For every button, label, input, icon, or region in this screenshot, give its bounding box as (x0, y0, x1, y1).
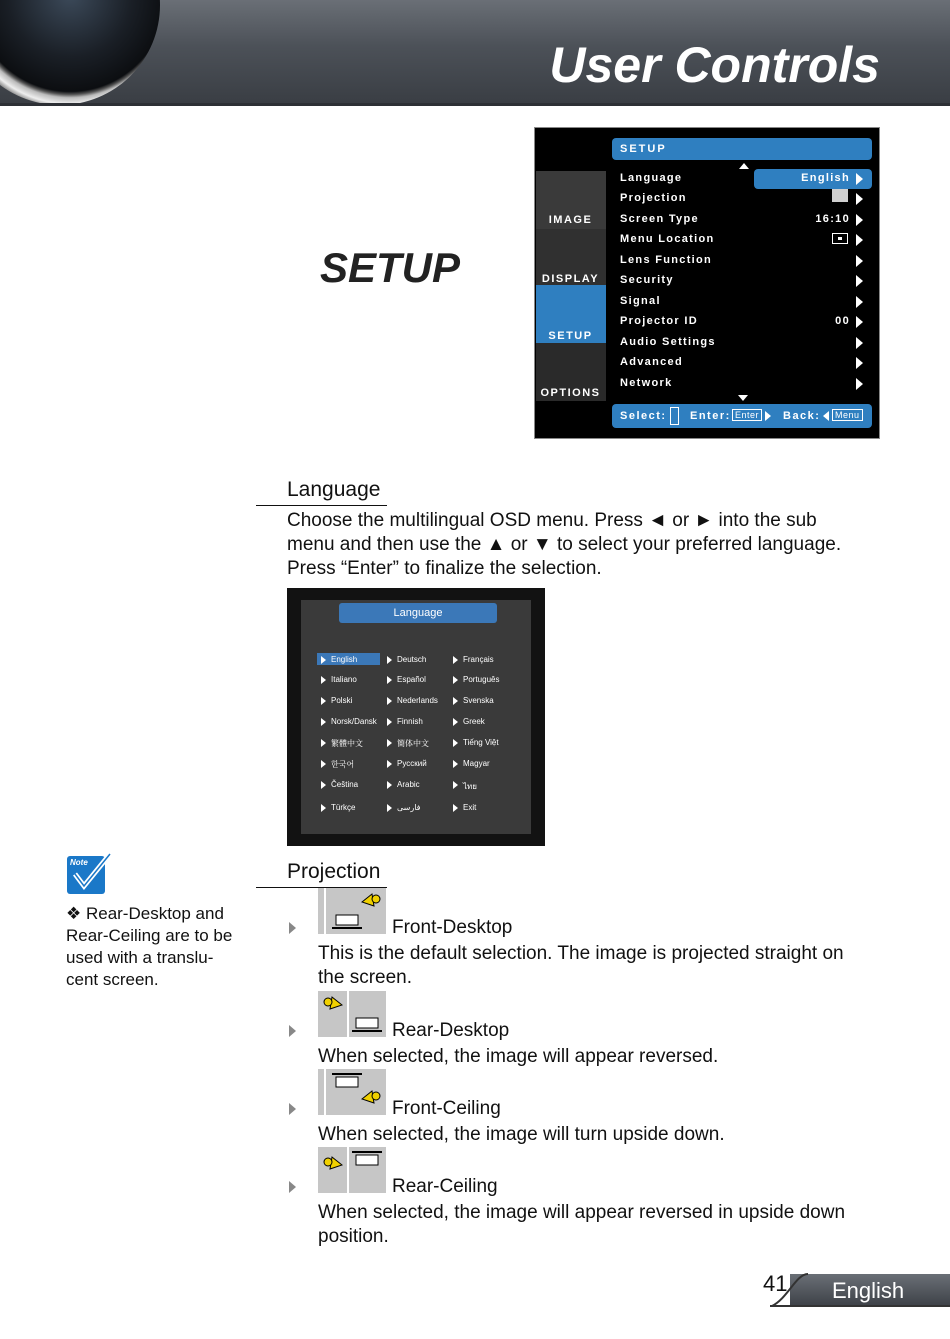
language-option[interactable]: 한국어 (331, 760, 355, 769)
osd-footer-bar (612, 404, 872, 428)
osd-row-label: Advanced (620, 356, 683, 368)
osd-row-label: Signal (620, 295, 661, 307)
language-option[interactable]: Polski (331, 696, 353, 705)
osd-row-label: Language (620, 172, 683, 184)
osd-row-label: Menu Location (620, 233, 715, 245)
heading-underline (256, 505, 387, 506)
language-option[interactable]: Svenska (463, 696, 494, 705)
osd-row-projection[interactable] (620, 189, 870, 209)
projection-desc-line: When selected, the image will turn upside down. (318, 1124, 725, 1145)
language-submenu-title: Language (339, 603, 497, 623)
osd-row-value: 00 (835, 315, 850, 327)
language-option[interactable]: 簡体中文 (397, 739, 429, 748)
language-option[interactable]: Italiano (331, 675, 357, 684)
osd-row-label: Projector ID (620, 315, 698, 327)
enter-arrow-icon (765, 411, 771, 421)
projection-desc-line: When selected, the image will appear reversed. (318, 1046, 719, 1067)
chevron-right-icon (856, 193, 863, 205)
projection-label-rear-desktop: Rear-Desktop (392, 1020, 510, 1041)
projection-desc-rear-desktop (318, 1045, 718, 1069)
language-option[interactable]: Nederlands (397, 696, 438, 705)
chevron-right-icon (856, 378, 863, 390)
language-option[interactable]: Norsk/Dansk (331, 717, 377, 726)
back-arrow-icon (823, 411, 829, 421)
language-option[interactable]: Português (463, 675, 500, 684)
language-option[interactable]: 繁體中文 (331, 739, 363, 748)
note-icon (66, 852, 106, 896)
osd-row-menu-location[interactable] (620, 230, 870, 250)
footer-divider (770, 1305, 950, 1307)
osd-footer-select: Select: (620, 410, 667, 422)
osd-row-projector-id[interactable] (620, 312, 870, 332)
osd-footer-back: Back: (783, 410, 821, 422)
language-option[interactable]: Čeština (331, 780, 359, 789)
language-description (287, 509, 841, 581)
language-option[interactable]: English (331, 655, 358, 664)
osd-row-audio-settings[interactable] (620, 333, 870, 353)
language-text-line: Choose the multilingual OSD menu. Press ◄ or ► into the sub (287, 510, 817, 531)
language-option[interactable]: Greek (463, 717, 485, 726)
header-title: User Controls (549, 37, 880, 93)
bullet-arrow-icon (289, 1025, 296, 1037)
osd-menu-title: SETUP (620, 143, 667, 155)
chevron-right-icon (856, 316, 863, 328)
chevron-right-icon (856, 296, 863, 308)
chevron-right-icon (856, 357, 863, 369)
rear-desktop-icon (318, 991, 386, 1037)
osd-row-label: Network (620, 377, 673, 389)
osd-row-signal[interactable] (620, 292, 870, 312)
language-text-line: menu and then use the ▲ or ▼ to select your preferred language. (287, 534, 842, 555)
projection-heading (256, 860, 380, 884)
projection-desc-line: the screen. (318, 967, 412, 988)
osd-row-label: Audio Settings (620, 336, 716, 348)
osd-row-value: 16:10 (815, 213, 850, 225)
osd-row-label: Lens Function (620, 254, 713, 266)
language-option[interactable]: Exit (463, 803, 477, 812)
projection-label-front-ceiling: Front-Ceiling (392, 1098, 501, 1119)
projection-desc-rear-ceiling (318, 1201, 845, 1249)
projection-mode-icon (832, 189, 848, 202)
note-text: ❖ Rear-Desktop and Rear-Ceiling are to be used with a translu-cent screen. (66, 904, 233, 989)
language-option[interactable]: Türkçe (331, 803, 356, 812)
chevron-right-icon (856, 337, 863, 349)
page-number: 41 (763, 1271, 788, 1296)
bullet-arrow-icon (289, 922, 296, 934)
projection-label-rear-ceiling: Rear-Ceiling (392, 1176, 498, 1197)
osd-row-label: Projection (620, 192, 687, 204)
osd-menu-title-bar (612, 138, 872, 160)
osd-row-value: English (801, 172, 850, 184)
enter-key-label: Enter (732, 409, 762, 421)
section-title: SETUP (320, 244, 461, 291)
bullet-arrow-icon (289, 1181, 296, 1193)
language-heading (256, 478, 380, 502)
bullet-arrow-icon (289, 1103, 296, 1115)
language-option[interactable]: Finnish (397, 717, 423, 726)
osd-tab-column (534, 127, 607, 437)
osd-tab-options[interactable]: OPTIONS (540, 387, 601, 399)
language-option[interactable]: Deutsch (397, 655, 427, 664)
osd-row-network[interactable] (620, 374, 870, 394)
osd-row-label: Security (620, 274, 674, 286)
projection-desc-line: This is the default selection. The image is projected straight on (318, 943, 844, 964)
projection-label-front-desktop: Front-Desktop (392, 917, 513, 938)
chevron-right-icon (856, 255, 863, 267)
osd-row-advanced[interactable] (620, 353, 870, 373)
language-option[interactable]: Français (463, 655, 494, 664)
menu-location-icon (832, 233, 848, 244)
projection-desc-line: position. (318, 1226, 389, 1247)
front-ceiling-icon (318, 1069, 386, 1115)
front-desktop-icon (318, 888, 386, 934)
projection-desc-front-desktop (318, 942, 844, 990)
osd-tab-display[interactable]: DISPLAY (541, 273, 600, 285)
projection-heading-text: Projection (287, 860, 381, 883)
language-option[interactable]: Arabic (397, 780, 420, 789)
osd-row-language[interactable] (620, 169, 870, 189)
header-divider (0, 103, 950, 106)
language-option[interactable]: Magyar (463, 759, 490, 768)
osd-row-lens-function[interactable] (620, 251, 870, 271)
language-option[interactable]: فارسی (397, 803, 421, 812)
language-option[interactable]: ไทย (463, 782, 477, 791)
menu-key-label: Menu (832, 409, 863, 421)
language-option[interactable]: Русский (397, 759, 427, 768)
up-down-arrows-icon (670, 407, 679, 425)
projection-desc-front-ceiling (318, 1123, 725, 1147)
chevron-right-icon (856, 275, 863, 287)
language-heading-text: Language (287, 478, 381, 501)
language-option[interactable]: Español (397, 675, 426, 684)
chevron-right-icon (856, 173, 863, 185)
osd-footer-enter: Enter: (690, 410, 731, 422)
note-icon-label: Note (70, 858, 88, 867)
osd-row-security[interactable] (620, 271, 870, 291)
footer-language: English (832, 1278, 905, 1303)
osd-scroll-down-icon (738, 395, 748, 401)
language-text-line: Press “Enter” to finalize the selection. (287, 558, 602, 579)
language-option[interactable]: Tiếng Việt (463, 738, 499, 747)
osd-tab-setup[interactable]: SETUP (548, 330, 593, 342)
osd-row-screen-type[interactable] (620, 210, 870, 230)
osd-row-label: Screen Type (620, 213, 699, 225)
rear-ceiling-icon (318, 1147, 386, 1193)
osd-tab-image[interactable]: IMAGE (548, 214, 593, 226)
projection-desc-line: When selected, the image will appear reversed in upside down (318, 1202, 846, 1223)
chevron-right-icon (856, 214, 863, 226)
chevron-right-icon (856, 234, 863, 246)
